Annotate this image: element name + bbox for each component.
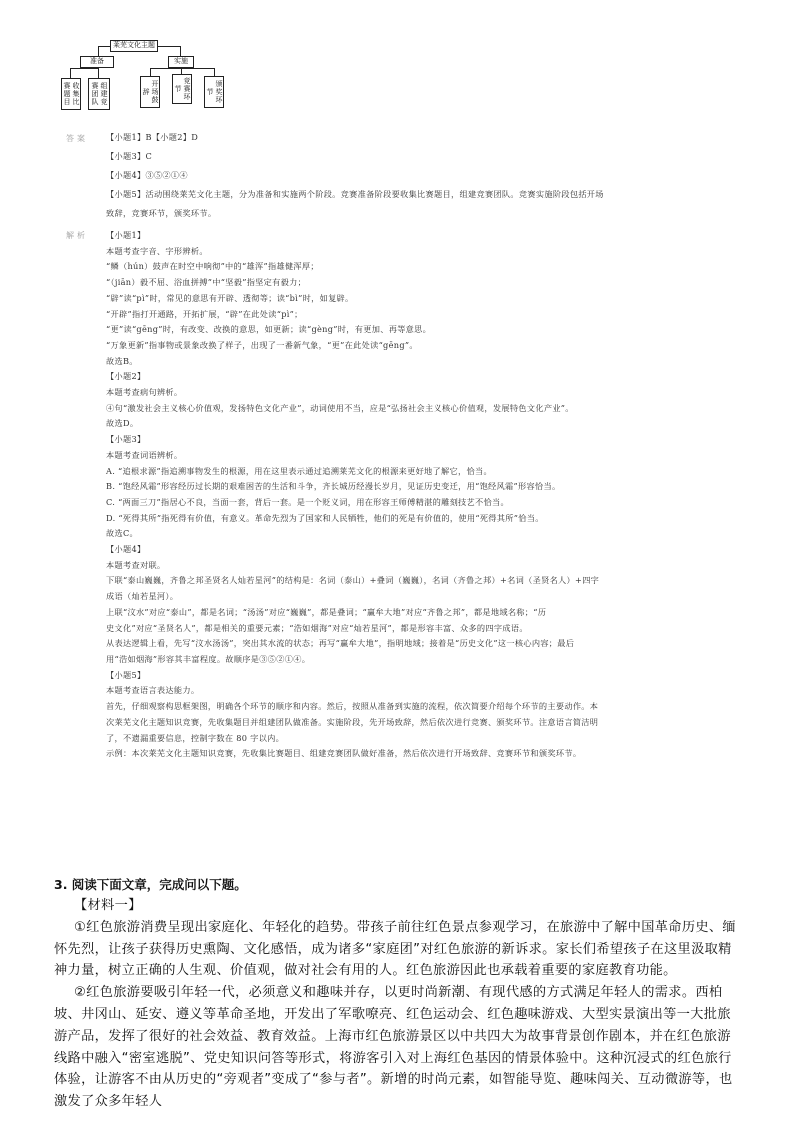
connector	[98, 46, 110, 47]
analysis-line: 故选D。	[106, 418, 139, 429]
analysis-line: 故选B。	[106, 355, 138, 366]
connector	[70, 68, 71, 78]
analysis-line: 史文化”对应“圣贤名人”，都是相关的重要元素；“浩如烟海”对应“灿若星河”，都是形容丰富、众多的四字成语。	[106, 622, 528, 633]
analysis-line: 示例：本次莱芜文化主题知识竞赛，先收集比赛题目、组建竞赛团队做好准备，然后依次进行开场致辞、竞赛环节和颁奖环节。	[106, 748, 582, 759]
passage-paragraph-2: ②红色旅游要吸引年轻一代，必须意义和趣味并存，以更时尚新潮、有现代感的方式满足年轻人的需求。西柏坡、井冈山、延安、遵义等革命圣地，开发出了军歌嘹亮、红色运动会、红色趣味游戏、大型实景演出等一大批旅游产品，发挥了很好的社会效益、教育效益。上海市红色旅游景区以中共四大为故事背景创作剧本，并在红色旅游线路中融入“密室逃脱”、党史知识问答等形式，将游客引入对上海红色基因的情景体验中。这种沉浸式的红色旅行体验，让游客不由从历史的“旁观者”变成了“参与者”。新增的时尚元素，如智能导览、趣味闯关、互动微游等，也激发了众多年轻人	[54, 985, 733, 1110]
analysis-line: “开辟”指打开通路，开拓扩展，“辟”在此处读“pì”；	[106, 308, 303, 319]
diagram-branch-prepare: 准备	[80, 56, 114, 68]
answer-line: 【小题1】B【小题2】D	[106, 132, 199, 142]
analysis-line: 成语（灿若星河）。	[106, 591, 179, 602]
diagram-root: 莱芜文化主题	[110, 40, 158, 52]
analysis-line: 了，不遗漏重要信息，控制字数在 80 字以内。	[106, 732, 285, 743]
analysis-line: D. “死得其所”指死得有价值，有意义。革命先烈为了国家和人民牺牲，他们的死是有价值的，使用“死得其所”恰当。	[106, 512, 544, 523]
analysis-line: “辟”读“pì”时，常见的意思有开辟、透彻等；读“bì”时，如复辟。	[106, 292, 354, 303]
analysis-line: 本题考查字音、字形辨析。	[106, 245, 208, 256]
diagram-leaf-team: 组建竞赛团队	[88, 78, 110, 110]
diagram-branch-implement: 实施	[168, 56, 194, 68]
analysis-line: “万象更新”指事物或景象改换了样子，出现了一番新气象，“更”在此处读“gēng”。	[106, 339, 418, 350]
diagram-leaf-opening: 开场鼓辞	[140, 76, 160, 108]
question-3-passage	[54, 895, 744, 1113]
material-label: 【材料一】	[74, 898, 142, 913]
analysis-line: A. “追根求源”指追溯事物发生的根源，用在这里表示通过追溯莱芜文化的根源来更好地了解它，恰当。	[106, 465, 492, 476]
analysis-line: 用“浩如烟海”形容其丰富程度。故顺序是③⑤②①④。	[106, 653, 311, 664]
connector	[70, 68, 98, 69]
answer-line: 致辞，竞赛环节，颁奖环节。	[106, 208, 217, 218]
analysis-line: “鳞（hún）鼓声在时空中响彻”中的“雄浑”指雄健浑厚；	[106, 261, 319, 272]
analysis-line: 从表达逻辑上看，先写“汶水汤汤”，突出其水流的状态；再写“赢牟大地”，指明地域；接着是“历史文化”这一核心内容；最后	[106, 638, 575, 649]
analysis-block	[106, 228, 716, 762]
analysis-line: C. “两面三刀”指居心不良，当面一套，背后一套。是一个贬义词，用在形容王师傅精湛的雕刻技艺不恰当。	[106, 496, 509, 507]
analysis-line: “更”读“gēng”时，有改变、改换的意思，如更新；读“gèng”时，有更加、再等意思。	[106, 324, 432, 335]
connector	[98, 46, 99, 56]
diagram-leaf-contest: 竞赛环节	[172, 74, 192, 104]
analysis-label: 解析	[66, 231, 88, 240]
analysis-line: B. “饱经风霜”形容经历过长期的艰难困苦的生活和斗争，齐长城历经漫长岁月，见证历史变迁，用“饱经风霜”形容恰当。	[106, 481, 561, 492]
analysis-line: 故选C。	[106, 528, 139, 539]
answer-label: 答案	[66, 134, 88, 143]
analysis-line: 【小题5】	[106, 669, 146, 680]
diagram-leaf-award: 颁奖环节	[204, 76, 224, 108]
analysis-line: 首先，仔细观察构思框架图，明确各个环节的顺序和内容。然后，按照从准备到实施的流程，依次简要介绍每个环节的主要动作。本	[106, 701, 599, 712]
answer-line: 【小题5】活动围绕莱芜文化主题，分为准备和实施两个阶段。竞赛准备阶段要收集比赛题目，组建竞赛团队。竞赛实施阶段包括开场	[106, 189, 604, 199]
analysis-line: 次莱芜文化主题知识竞赛，先收集题目并组建团队做准备。实施阶段，先开场致辞，然后依次进行竞赛、颁奖环节。注意语言简洁明	[106, 716, 599, 727]
analysis-line: 本题考查语言表达能力。	[106, 685, 200, 696]
connector	[98, 68, 99, 78]
connector	[158, 46, 180, 47]
answer-block	[106, 131, 716, 220]
analysis-line: 【小题2】	[106, 371, 146, 382]
analysis-line: 【小题3】	[106, 434, 146, 445]
analysis-line: 【小题4】	[106, 544, 146, 555]
question-3-title: 3. 阅读下面文章，完成问以下题。	[54, 877, 247, 892]
passage-paragraph-1: ①红色旅游消费呈现出家庭化、年轻化的趋势。带孩子前往红色景点参观学习，在旅游中了解中国革命历史、缅怀先烈，让孩子获得历史熏陶、文化感悟，成为诸多“家庭团”对红色旅游的新诉求。家长们希望孩子在这里汲取精神力量，树立正确的人生观、价值观，做对社会有用的人。红色旅游因此也承载着重要的家庭教育功能。	[54, 919, 736, 979]
analysis-line: 【小题1】	[106, 230, 146, 240]
diagram-leaf-collect: 收集比赛题目	[61, 78, 81, 110]
analysis-line: “（jiān）毅不屈、浴血拼搏”中“坚毅”指坚定有毅力；	[106, 277, 307, 288]
connector	[180, 46, 181, 56]
analysis-line: 下联“泰山巍巍，齐鲁之邦圣贤名人灿若星河”的结构是：名词（泰山）+叠词（巍巍），名词（齐鲁之邦）+名词（圣贤名人）+四字	[106, 575, 600, 586]
analysis-line: ④句“激发社会主义核心价值观，发扬特色文化产业”，动词使用不当，应是“弘扬社会主义核心价值观，发展特色文化产业”。	[106, 402, 574, 413]
analysis-line: 本题考查病句辨析。	[106, 387, 183, 398]
analysis-line: 本题考查对联。	[106, 559, 166, 570]
answer-line: 【小题3】C	[106, 151, 153, 161]
answer-line: 【小题4】③⑤②①④	[106, 170, 188, 180]
analysis-line: 本题考查词语辨析。	[106, 449, 183, 460]
analysis-line: 上联“汶水”对应“泰山”，都是名词；“汤汤”对应“巍巍”，都是叠词；“赢牟大地”对应“齐鲁之邦”，都是地域名称；“历	[106, 606, 547, 617]
